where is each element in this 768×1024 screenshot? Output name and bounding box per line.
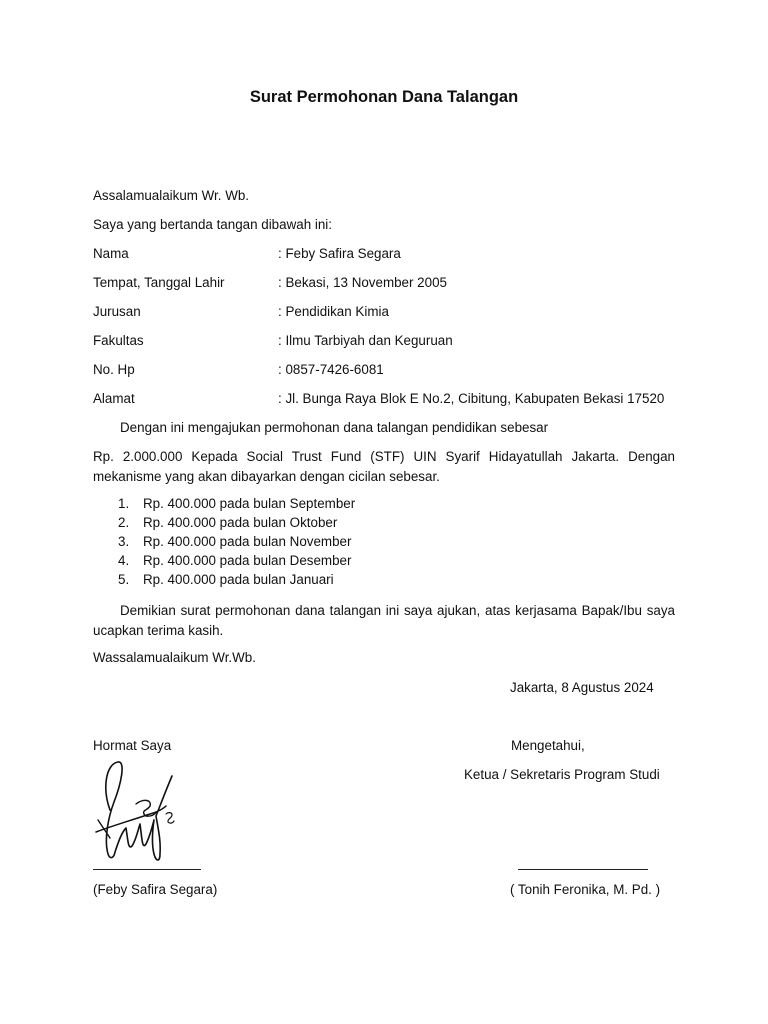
closing-paragraph: Demikian surat permohonan dana talangan ini saya ajukan, atas kerjasama Bapak/Ibu saya ucapkan terima kasih.	[93, 603, 675, 638]
farewell: Wassalamualaikum Wr.Wb.	[93, 650, 256, 665]
field-label-ttl: Tempat, Tanggal Lahir	[93, 275, 225, 290]
field-value-alamat: : Jl. Bunga Raya Blok E No.2, Cibitung, Kabupaten Bekasi 17520	[278, 391, 665, 406]
field-label-jurusan: Jurusan	[93, 304, 141, 319]
field-value-nohp: : 0857-7426-6081	[278, 362, 384, 377]
field-value-ttl: : Bekasi, 13 November 2005	[278, 275, 447, 290]
field-label-fakultas: Fakultas	[93, 333, 144, 348]
body-line-1: Dengan ini mengajukan permohonan dana talangan pendidikan sebesar	[120, 420, 549, 435]
field-value-nama: : Feby Safira Segara	[278, 246, 401, 261]
list-item: 5. Rp. 400.000 pada bulan Januari	[118, 572, 334, 587]
letter-title: Surat Permohonan Dana Talangan	[249, 88, 519, 106]
list-item: 4. Rp. 400.000 pada bulan Desember	[118, 553, 352, 568]
list-item: 2. Rp. 400.000 pada bulan Oktober	[118, 515, 338, 530]
place-date: Jakarta, 8 Agustus 2024	[510, 680, 654, 695]
left-sign-heading: Hormat Saya	[93, 738, 172, 753]
list-item: 1. Rp. 400.000 pada bulan September	[118, 496, 356, 511]
left-sign-name: (Feby Safira Segara)	[93, 882, 218, 897]
left-signature-line	[93, 869, 201, 870]
greeting: Assalamualaikum Wr. Wb.	[93, 188, 250, 203]
field-value-jurusan: : Pendidikan Kimia	[278, 304, 389, 319]
field-label-nohp: No. Hp	[93, 362, 135, 377]
right-sign-name: ( Tonih Feronika, M. Pd. )	[510, 882, 661, 897]
right-signature-line	[518, 869, 648, 870]
signature-image	[88, 758, 188, 864]
right-sign-role: Ketua / Sekretaris Program Studi	[464, 767, 660, 782]
intro-text: Saya yang bertanda tangan dibawah ini:	[93, 217, 332, 232]
field-value-fakultas: : Ilmu Tarbiyah dan Keguruan	[278, 333, 453, 348]
list-item: 3. Rp. 400.000 pada bulan November	[118, 534, 352, 549]
body-paragraph-2: Rp. 2.000.000 Kepada Social Trust Fund (STF) UIN Syarif Hidayatullah Jakarta. Dengan mekanisme yang akan dibayarkan dengan cicilan sebesar.	[93, 449, 675, 484]
right-sign-heading: Mengetahui,	[511, 738, 585, 753]
field-label-nama: Nama	[93, 246, 129, 261]
field-label-alamat: Alamat	[93, 391, 135, 406]
